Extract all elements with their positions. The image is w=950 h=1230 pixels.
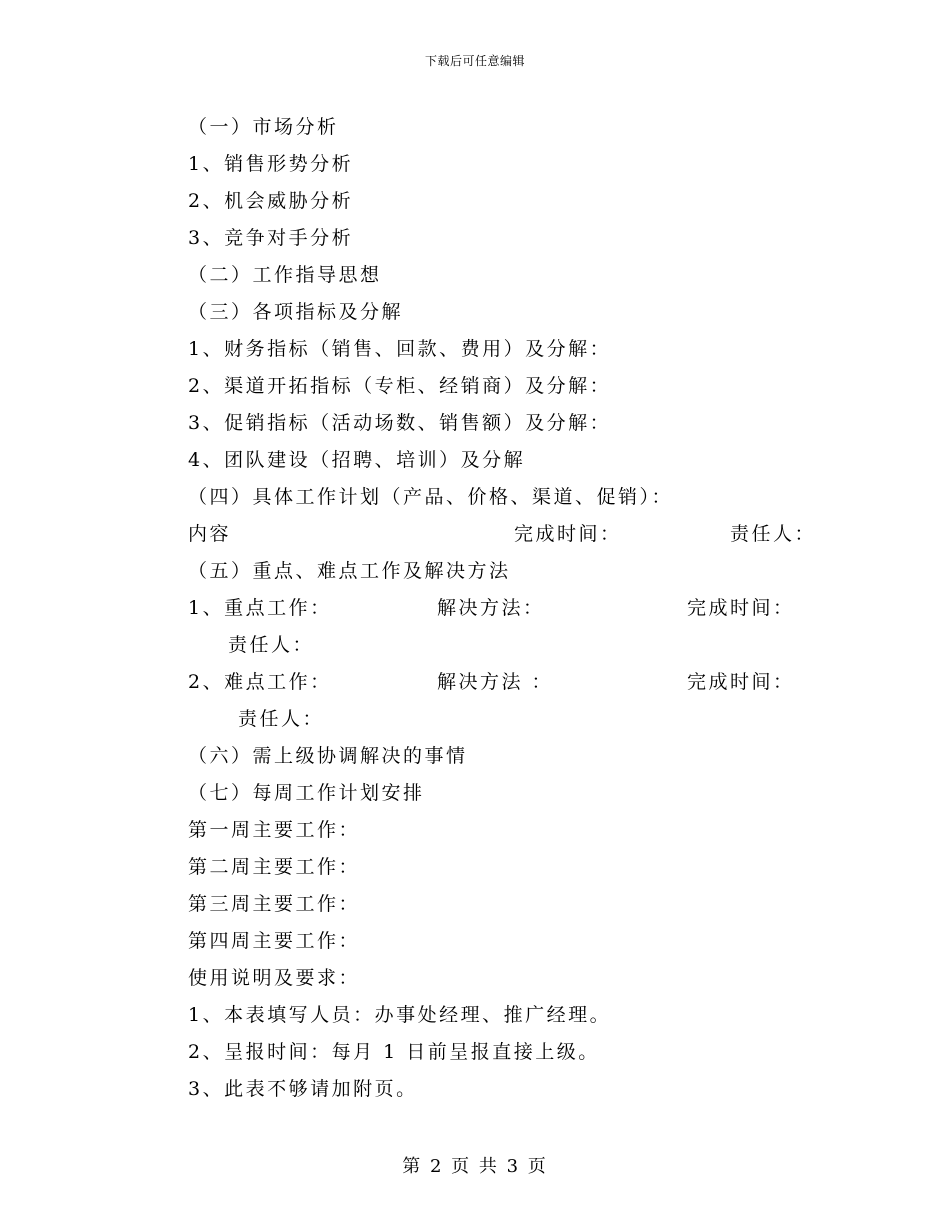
responsible-person-label: 责任人： xyxy=(730,523,817,545)
difficult-work-row xyxy=(188,664,828,701)
week-3: 第三周主要工作： xyxy=(188,893,361,915)
section-coordination: （六）需上级协调解决的事情 xyxy=(188,745,468,767)
section-indicators: （三）各项指标及分解 xyxy=(188,301,404,323)
section-work-plan: （四）具体工作计划（产品、价格、渠道、促销）： xyxy=(188,486,674,508)
item-financial-indicators: 1、财务指标（销售、回款、费用）及分解： xyxy=(188,338,612,360)
instruction-3: 3、此表不够请加附页。 xyxy=(188,1078,418,1100)
key-work-label: 1、重点工作： xyxy=(188,597,332,619)
week-2: 第二周主要工作： xyxy=(188,856,361,878)
difficult-work-label: 2、难点工作： xyxy=(188,671,332,693)
item-competitor: 3、竞争对手分析 xyxy=(188,227,354,249)
completion-time-label: 完成时间： xyxy=(687,597,795,619)
instruction-2: 2、呈报时间：每月 1 日前呈报直接上级。 xyxy=(188,1041,600,1063)
page-footer: 第 2 页 共 3 页 xyxy=(402,1156,548,1177)
usage-instructions-title: 使用说明及要求： xyxy=(188,967,361,989)
key-work-row xyxy=(188,590,828,627)
difficult-work-responsible: 责任人： xyxy=(238,708,325,730)
key-work-responsible: 责任人： xyxy=(228,634,315,656)
item-opportunity-threat: 2、机会威胁分析 xyxy=(188,190,354,212)
item-team-building: 4、团队建设（招聘、培训）及分解 xyxy=(188,449,526,471)
section-weekly-plan: （七）每周工作计划安排 xyxy=(188,782,425,804)
completion-time-label: 完成时间： xyxy=(687,671,795,693)
section-guiding-idea: （二）工作指导思想 xyxy=(188,264,382,286)
plan-columns-row xyxy=(188,516,828,553)
item-sales-situation: 1、销售形势分析 xyxy=(188,153,354,175)
completion-time-label: 完成时间： xyxy=(514,523,622,545)
document-body xyxy=(188,109,828,1108)
solution-label: 解决方法 ： xyxy=(437,671,554,693)
instruction-1: 1、本表填写人员：办事处经理、推广经理。 xyxy=(188,1004,612,1026)
section-market-analysis: （一）市场分析 xyxy=(188,116,339,138)
page-header: 下载后可任意编辑 xyxy=(424,54,525,68)
content-label: 内容 xyxy=(188,523,232,545)
item-promotion-indicators: 3、促销指标（活动场数、销售额）及分解： xyxy=(188,412,612,434)
solution-label: 解决方法： xyxy=(437,597,545,619)
section-key-difficult-work: （五）重点、难点工作及解决方法 xyxy=(188,560,511,582)
item-channel-indicators: 2、渠道开拓指标（专柜、经销商）及分解： xyxy=(188,375,612,397)
week-4: 第四周主要工作： xyxy=(188,930,361,952)
week-1: 第一周主要工作： xyxy=(188,819,361,841)
